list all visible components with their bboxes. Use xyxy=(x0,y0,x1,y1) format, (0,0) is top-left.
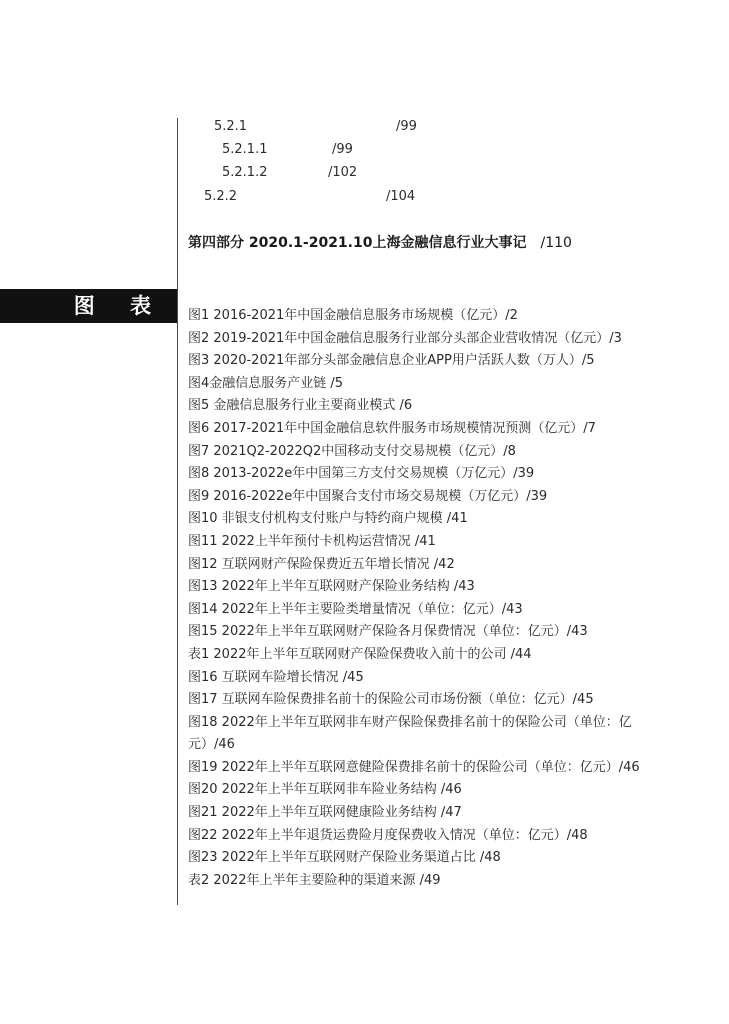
figure-entry[interactable]: 图5 金融信息服务行业主要商业模式 /6 xyxy=(188,398,413,414)
figure-entry[interactable]: 图19 2022年上半年互联网意健险保费排名前十的保险公司（单位：亿元）/46 xyxy=(188,759,640,775)
figure-entry[interactable]: 图23 2022年上半年互联网财产保险业务渠道占比 /48 xyxy=(188,850,501,866)
figure-entry[interactable]: 图3 2020-2021年部分头部金融信息企业APP用户活跃人数（万人）/5 xyxy=(188,353,595,369)
figure-entry[interactable]: 图12 互联网财产保险保费近五年增长情况 /42 xyxy=(188,556,455,572)
figure-entry[interactable]: 图8 2013-2022e年中国第三方支付交易规模（万亿元）/39 xyxy=(188,466,535,482)
toc-entry-5-2-1[interactable] xyxy=(214,118,417,136)
figure-entry[interactable]: 图9 2016-2022e年中国聚合支付市场交易规模（万亿元）/39 xyxy=(188,488,548,504)
figure-entry[interactable]: 图17 互联网车险保费排名前十的保险公司市场份额（单位：亿元）/45 xyxy=(188,692,594,708)
figure-entry[interactable]: 图2 2019-2021年中国金融信息服务行业部分头部企业营收情况（亿元）/3 xyxy=(188,330,622,346)
part-page: /110 xyxy=(540,235,572,251)
figure-entry[interactable]: 图1 2016-2021年中国金融信息服务市场规模（亿元）/2 xyxy=(188,308,518,323)
toc-entry-page: /99 xyxy=(396,119,417,134)
part-title: 第四部分 2020.1-2021.10上海金融信息行业大事记 xyxy=(188,235,527,251)
section-label: 图 表 xyxy=(73,294,165,318)
figure-entry[interactable]: 图6 2017-2021年中国金融信息软件服务市场规模情况预测（亿元）/7 xyxy=(188,420,596,436)
figure-entry[interactable]: 图15 2022年上半年互联网财产保险各月保费情况（单位：亿元）/43 xyxy=(188,624,588,640)
toc-entry-label: 5.2.1.2 xyxy=(222,165,268,180)
figure-entry[interactable]: 图16 互联网车险增长情况 /45 xyxy=(188,669,364,685)
figure-entry[interactable]: 图20 2022年上半年互联网非车险业务结构 /46 xyxy=(188,782,462,798)
table-entry[interactable]: 表1 2022年上半年互联网财产保险保费收入前十的公司 /44 xyxy=(188,646,532,662)
toc-entry-5-2-2[interactable] xyxy=(204,188,416,206)
toc-entry-5-2-1-1[interactable] xyxy=(222,141,353,159)
margin-rule xyxy=(177,118,178,905)
figure-entry[interactable]: 图22 2022年上半年退货运费险月度保费收入情况（单位：亿元）/48 xyxy=(188,827,588,843)
figure-entry[interactable]: 图11 2022上半年预付卡机构运营情况 /41 xyxy=(188,533,436,549)
toc-entry-5-2-1-2[interactable] xyxy=(222,164,358,182)
toc-part-four[interactable] xyxy=(188,233,572,253)
section-label-bar xyxy=(0,289,177,323)
table-entry[interactable]: 表2 2022年上半年主要险种的渠道来源 /49 xyxy=(188,872,441,888)
figure-entry[interactable]: 图18 2022年上半年互联网非车财产保险保费排名前十的保险公司（单位：亿元）/46 xyxy=(188,714,632,753)
toc-entry-label: 5.2.1.1 xyxy=(222,142,268,157)
figure-entry[interactable]: 图13 2022年上半年互联网财产保险业务结构 /43 xyxy=(188,579,475,595)
toc-entry-page: /104 xyxy=(386,189,416,204)
figure-entry[interactable]: 图14 2022年上半年主要险类增量情况（单位：亿元）/43 xyxy=(188,601,523,617)
toc-entry-page: /102 xyxy=(328,165,358,180)
toc-entry-page: /99 xyxy=(332,142,353,157)
figure-entry[interactable]: 图7 2021Q2-2022Q2中国移动支付交易规模（亿元）/8 xyxy=(188,443,516,459)
figure-entry[interactable]: 图4金融信息服务产业链 /5 xyxy=(188,375,344,391)
toc-entry-label: 5.2.2 xyxy=(204,189,238,204)
figure-entry[interactable]: 图10 非银支付机构支付账户与特约商户规模 /41 xyxy=(188,511,468,527)
toc-entry-label: 5.2.1 xyxy=(214,119,248,134)
figure-entry[interactable]: 图21 2022年上半年互联网健康险业务结构 /47 xyxy=(188,805,462,821)
figure-list xyxy=(188,305,668,892)
